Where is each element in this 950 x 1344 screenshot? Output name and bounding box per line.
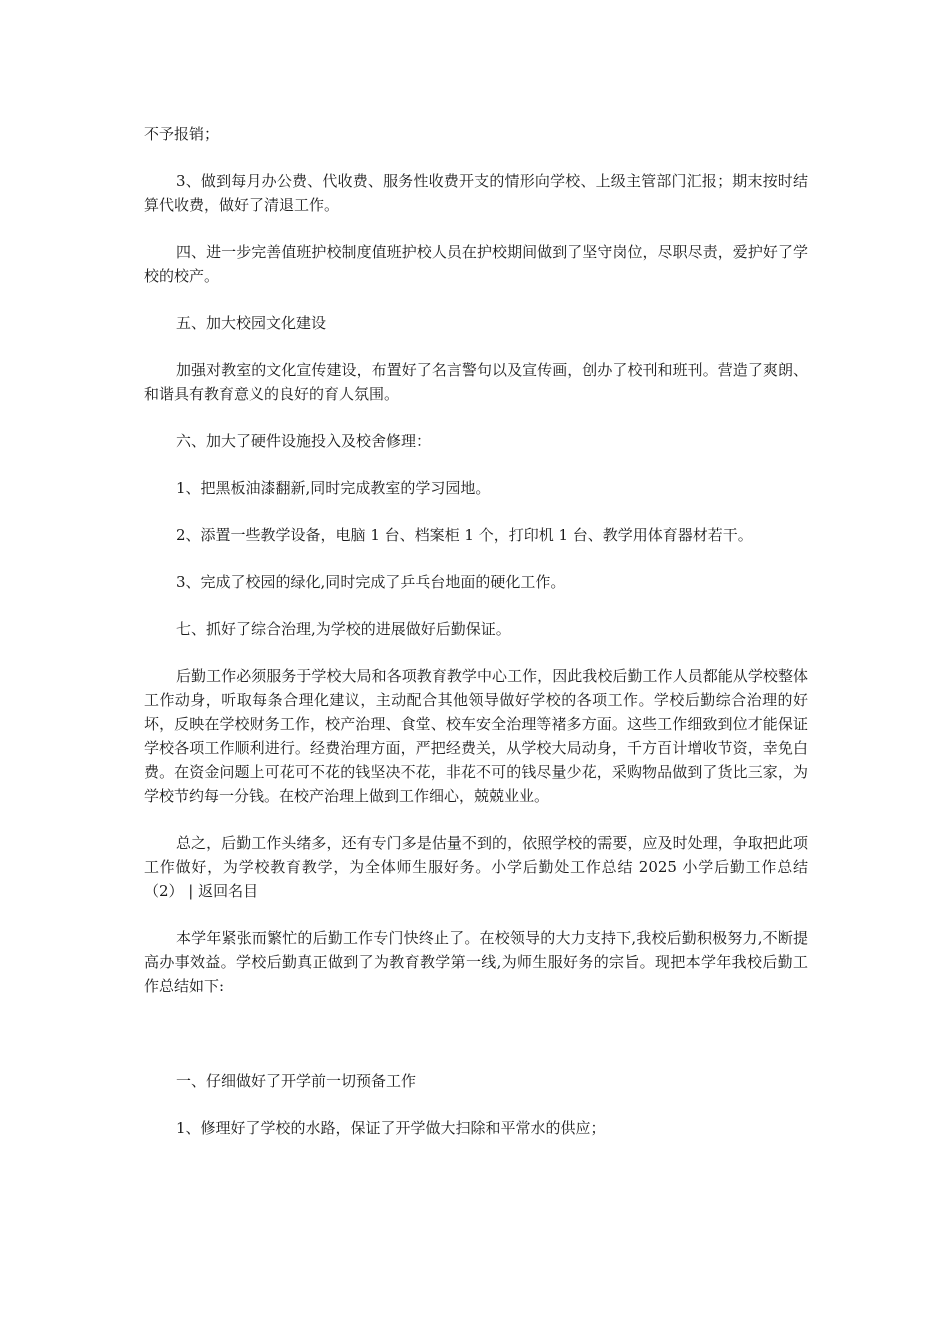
paragraph-item-2-equipment: 2、添置一些教学设备，电脑 1 台、档案柜 1 个，打印机 1 台、教学用体育器材若干。 [176,526,753,544]
paragraph-section-4: 四、进一步完善值班护校制度值班护校人员在护校期间做到了坚守岗位，尽职尽责，爱护好了学校的校产。 [144,243,808,285]
blank-space [144,1021,808,1069]
paragraph-item-3-fees: 3、做到每月办公费、代收费、服务性收费开支的情形向学校、上级主管部门汇报；期末按时结算代收费，做好了清退工作。 [144,172,808,214]
heading-section-1: 一、仔细做好了开学前一切预备工作 [176,1072,417,1090]
document-body [144,122,808,1163]
paragraph-continuation: 不予报销； [144,125,220,143]
paragraph-item-1-blackboard: 1、把黑板油漆翻新,同时完成教室的学习园地。 [176,479,491,497]
heading-section-5: 五、加大校园文化建设 [176,314,327,332]
heading-section-6: 六、加大了硬件设施投入及校舍修理： [176,432,432,450]
paragraph-item-1-water: 1、修理好了学校的水路，保证了开学做大扫除和平常水的供应； [176,1119,606,1137]
paragraph-culture: 加强对教室的文化宣传建设，布置好了名言警句以及宣传画，创办了校刊和班刊。营造了爽朗、和谐具有教育意义的良好的育人氛围。 [144,361,808,403]
paragraph-intro-new-year: 本学年紧张而繁忙的后勤工作专门快终止了。在校领导的大力支持下,我校后勤积极努力,不断提高办事效益。学校后勤真正做到了为教育教学第一线,为师生服好务的宗旨。现把本学年我校后勤工作总结如下: [144,929,808,995]
heading-section-7: 七、抓好了综合治理,为学校的进展做好后勤保证。 [176,620,511,638]
paragraph-summary: 总之，后勤工作头绪多，还有专门多是估量不到的，依照学校的需要，应及时处理，争取把此项工作做好，为学校教育教学，为全体师生服好务。小学后勤处工作总结 2025 小学后勤工作总结（2） | 返回名目 [144,834,808,900]
paragraph-logistics: 后勤工作必须服务于学校大局和各项教育教学中心工作，因此我校后勤工作人员都能从学校整体工作动身，听取每条合理化建议，主动配合其他领导做好学校的各项工作。学校后勤综合治理的好坏，反映在学校财务工作，校产治理、食堂、校车安全治理等褚多方面。这些工作细致到位才能保证学校各项工作顺利进行。经费治理方面，严把经费关，从学校大局动身，千方百计增收节资，幸免白费。在资金问题上可花可不花的钱坚决不花，非花不可的钱尽量少花，采购物品做到了货比三家，为学校节约每一分钱。在校产治理上做到工作细心，兢兢业业。 [144,667,808,805]
paragraph-item-3-greening: 3、完成了校园的绿化,同时完成了乒乓台地面的硬化工作。 [176,573,566,591]
